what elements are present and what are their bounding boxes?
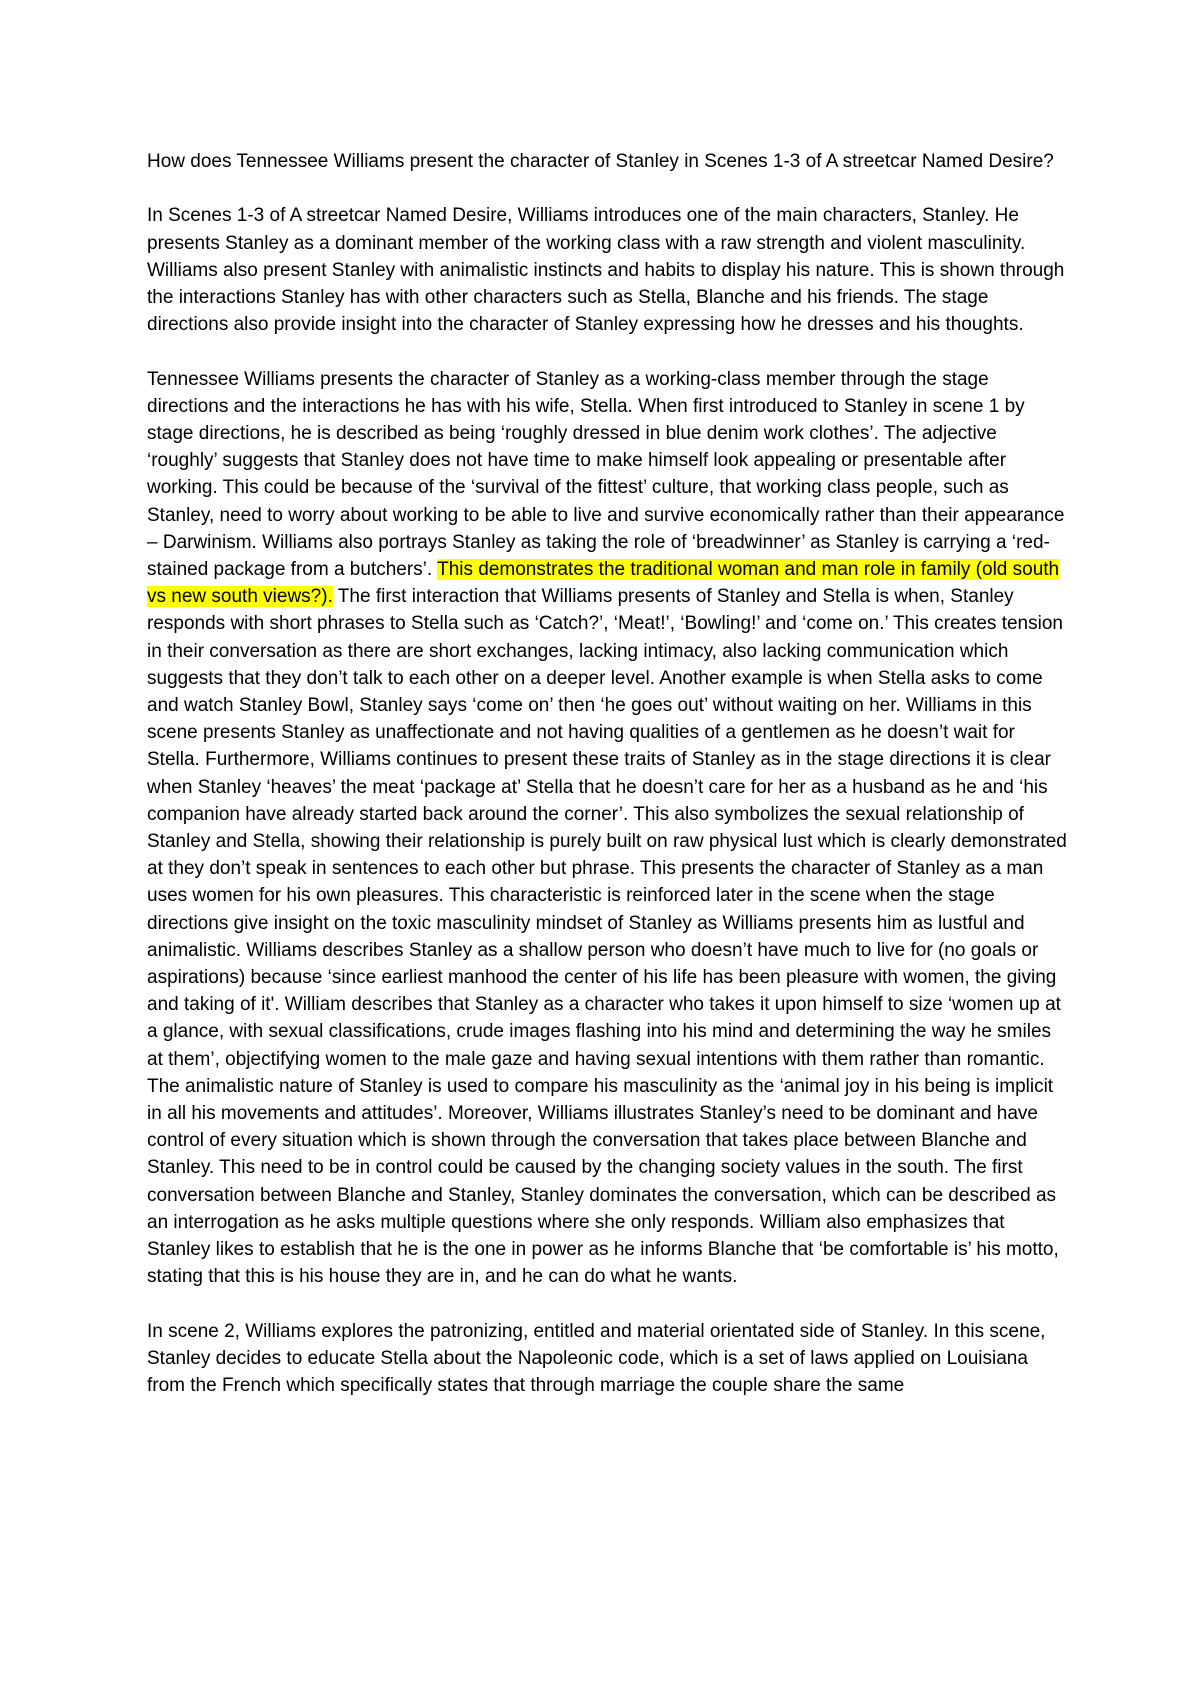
body-paragraph-1 <box>147 366 1067 1291</box>
paragraph-text: Tennessee Williams presents the character of Stanley as a working-class member through the stage directions and the interactions he has with his wife, Stella. When first introduced to Stanley in scene 1 by stage directions, he is described as being ‘roughly dressed in blue denim work clothes’. The adjective ‘roughly’ suggests that Stanley does not have time to make himself look appealing or presentable after working. This could be because of the ‘survival of the fittest’ culture, that working class people, such as Stanley, need to worry about working to be able to live and survive economically rather than their appearance – Darwinism. Williams also portrays Stanley as taking the role of ‘breadwinner’ as Stanley is carrying a ‘red-stained package from a butchers’. <box>147 368 1065 581</box>
intro-paragraph: In Scenes 1-3 of A streetcar Named Desire, Williams introduces one of the main characters, Stanley. He presents Stanley as a dominant member of the working class with a raw strength and violent masculinity. Williams also present Stanley with animalistic instincts and habits to display his nature. This is shown through the interactions Stanley has with other characters such as Stella, Blanche and his friends. The stage directions also provide insight into the character of Stanley expressing how he dresses and his thoughts. <box>147 205 1065 336</box>
paragraph-text-continued: The first interaction that Williams presents of Stanley and Stella is when, Stanley responds with short phrases to Stella such as ‘Catch?’, ‘Meat!’, ‘Bowling!’ and ‘come on.’ This creates tension in their conversation as there are short exchanges, lacking intimacy, also lacking communication which suggests that they don’t talk to each other on a deeper level. Another example is when Stella asks to come and watch Stanley Bowl, Stanley says ‘come on’ then ‘he goes out’ without waiting on her. Williams in this scene presents Stanley as unaffectionate and not having qualities of a gentlemen as he doesn’t wait for Stella. Furthermore, Williams continues to present these traits of Stanley as in the stage directions it is clear when Stanley ‘heaves’ the meat ‘package at’ Stella that he doesn’t care for her as a husband as he and ‘his companion have already started back around the corner’. This also symbolizes the sexual relationship of Stanley and Stella, showing their relationship is purely built on raw physical lust which is clearly demonstrated at they don’t speak in sentences to each other but phrase. This presents the character of Stanley as a man uses women for his own pleasures. This characteristic is reinforced later in the scene when the stage directions give insight on the toxic masculinity mindset of Stanley as Williams presents him as lustful and animalistic. Williams describes Stanley as a shallow person who doesn’t have much to live for (no goals or aspirations) because ‘since earliest manhood the center of his life has been pleasure with women, the giving and taking of it'. William describes that Stanley as a character who takes it upon himself to size ‘women up at a glance, with sexual classifications, crude images flashing into his mind and determining the way he smiles at them’, objectifying women to the male gaze and having sexual intentions with them rather than romantic. The animalistic nature of Stanley is used to compare his masculinity as the ‘animal joy in his being is implicit in all his movements and attitudes’. Moreover, Williams illustrates Stanley’s need to be dominant and have control of every situation which is shown through the conversation that takes place between Blanche and Stanley. This need to be in control could be caused by the changing society values in the south. The first conversation between Blanche and Stanley, Stanley dominates the conversation, which can be described as an interrogation as he asks multiple questions where she only responds. William also emphasizes that Stanley likes to establish that he is the one in power as he informs Blanche that ‘be comfortable is’ his motto, stating that this is his house they are in, and he can do what he wants. <box>147 586 1067 1288</box>
document-body <box>147 148 1067 1426</box>
essay-question: How does Tennessee Williams present the character of Stanley in Scenes 1-3 of A streetcar Named Desire? <box>147 151 1054 172</box>
highlighted-text: This demonstrates the traditional woman and man role in family (old south vs new south views?). <box>147 559 1060 608</box>
body-paragraph-2: In scene 2, Williams explores the patronizing, entitled and material orientated side of Stanley. In this scene, Stanley decides to educate Stella about the Napoleonic code, which is a set of laws applied on Louisiana from the French which specifically states that through marriage the couple share the same <box>147 1320 1046 1397</box>
